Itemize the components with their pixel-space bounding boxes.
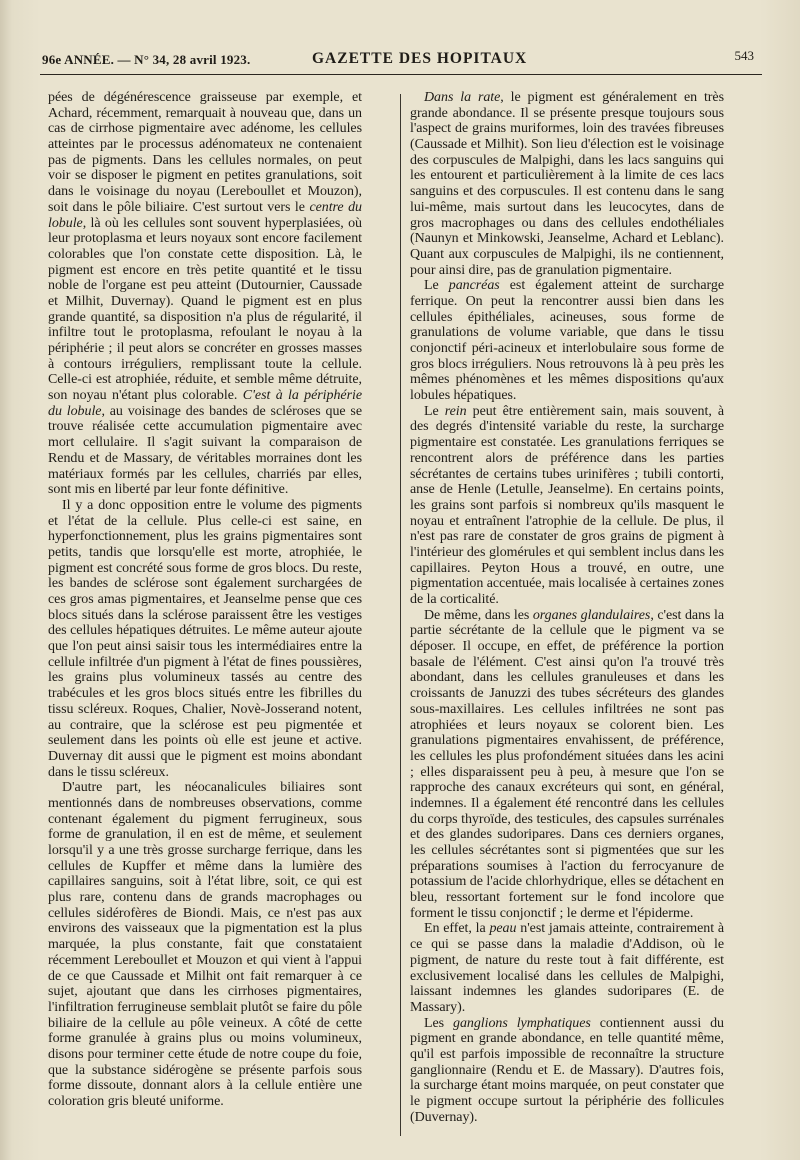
paragraph xyxy=(410,608,724,922)
text-run: , c'est dans la partie sécrétante de la cellule que le pigment va se déposer. Il occupe, en effet, de préférence la portion basale de l'élément. C'est ainsi qu'on l'a trouvé très abondant, dans les cellules granuleuses et dans les croissants de Januzzi des tubes sécréteurs des glandes sous-maxillaires. Les cellules infiltrées ne sont pas atrophiées et leurs noyaux se colorent bien. Les granulations pigmentaires envahissent, de préférence, les cellules les plus profondément situées dans les acini ; elles disparaissent peu à peu, à mesure que l'on se rapproche des canaux excréteurs qui sont, en général, indemnes. Il a également été rencontré dans les cellules du corps thyroïde, des testicules, des capsules surrénales et des glandes sudoripares. Dans ces derniers organes, les cellules sécrétantes sont si pigmentées que sur les préparations soumises à l'action du ferrocyanure de potassium de l'acide chlorhydrique, elles se détachent en bleu, ressortant fortement sur le fond incolore que forment le tissu conjonctif ; le derme et l'épiderme. xyxy=(410,607,724,921)
paragraph xyxy=(48,498,362,780)
italic-term: C'est à la périphérie du lobule xyxy=(48,388,362,419)
text-run: pées de dégénérescence graisseuse par exemple, et Achard, récemment, remarquait à nouveau que, dans un cas de cirrhose pigmentaire avec adénome, les cellules atteintes par le processus adénomateux ne contenaient pas de pigments. Dans les cellules normales, on peut voir se disposer le pigment en petites granulations, soit dans le voisinage du noyau (Lereboullet et Mouzon), soit dans le pôle biliaire. C'est surtout vers le xyxy=(48,90,362,215)
issue-info: 96e ANNÉE. — N° 34, 28 avril 1923. xyxy=(42,52,251,67)
text-run: peut être entièrement sain, mais souvent, à des degrés d'intensité variable du reste, la surcharge pigmentaire est constatée. Les granulations ferriques se rencontrent alors de préférence dans les parties sécrétantes de certains tubes urinifères ; tubili contorti, anse de Henle (Letulle, Jeanselme). En certains points, les grains sont parfois si nombreux qu'ils masquent le noyau et entraînent l'atrophie de la cellule. De plus, il n'est pas rare de constater de gros grains de pigment à l'intérieur des glomérules et qui semblent inclus dans les capillaires. Peyton Hous a trouvé, en outre, une pigmentation accentuée, mais localisée à certaines zones de la corticalité. xyxy=(410,403,724,607)
text-run: , là où les cellules sont souvent hyperplasiées, où leur protoplasma et leurs noyaux sont encore facilement colorables que l'on constate cette disposition. Là, le pigment est encore en très petite quantité et le tissu noble de l'organe est peu atteint (Dutournier, Caussade et Milhit, Duvernay). Quand le pigment est en plus grande quantité, sa disposition n'a plus de régularité, il infiltre tout le protoplasma, refoulant le noyau à la périphérie ; il peut alors se concréter en grosses masses à contours irréguliers, remplissant toute la cellule. Celle-ci est atrophiée, réduite, et semble même détruite, son noyau n'étant plus colorable. xyxy=(48,215,362,404)
paragraph xyxy=(410,278,724,404)
italic-term: rein xyxy=(444,403,467,419)
column-divider xyxy=(400,94,401,1136)
italic-term: ganglions lymphatiques xyxy=(453,1015,591,1031)
text-run: , le pigment est généralement en très grande abondance. Il se présente presque toujours sous l'aspect de grains muriformes, loin des travées fibreuses (Caussade et Milhit). Son lieu d'élection est le voisinage des corpuscules de Malpighi, dans les lacs sanguins qui les entourent et particulièrement à la limite de ces lacs sanguins et des corpuscules. Il est contenu dans le sang lui-même, mais surtout dans les leucocytes, dans de gros macrophages ou dans des cellules endothéliales (Naunyn et Minkowski, Jeanselme, Achard et Leblanc). Quant aux corpuscules de Malpighi, ils ne contiennent, pour ainsi dire, pas de granulation pigmentaire. xyxy=(410,90,724,278)
text-run: D'autre part, les néocanalicules biliaires sont mentionnés dans de nombreuses observations, comme contenant également du pigment ferrugineux, sous forme de granulation, il en est de même, et seulement lorsqu'il y a une très grosse surcharge ferrique, dans les cellules de Kupffer et même dans la lumière des capillaires sanguins, soit à l'état libre, soit, ce qui est plus rare, contenu dans de grands macrophages ou cellules sidérofères de Biondi. Mais, ce n'est pas aux environs des vaisseaux que la pigmentation est la plus marquée, la plus constante, fait que constataient récemment Lereboullet et Mouzon et qui vient à l'appui de ce que Caussade et Milhit ont fait remarquer à ce sujet, ajoutant que dans les cirrhoses pigmentaires, l'infiltration ferrugineuse semblait plutôt se faire du pôle biliaire de la cellule au pôle veineux. A côté de cette forme granulée à grains plus ou moins volumineux, disons pour terminer cette étude de notre coupe du foie, que la substance sidérogène se présente parfois sous forme dissoute, donnant alors à la cellule entière une coloration gris bleuté uniforme. xyxy=(48,780,362,1109)
italic-term: organes glandulaires xyxy=(532,607,651,623)
paragraph xyxy=(48,780,362,1109)
journal-title: GAZETTE DES HOPITAUX xyxy=(312,50,528,67)
paragraph xyxy=(410,404,724,608)
text-run: Le xyxy=(424,403,445,419)
page-header xyxy=(42,48,760,70)
text-run: , au voisinage des bandes de scléroses que se trouve réalisée cette accumulation pigmentaire avec mort cellulaire. Il s'agit suivant la comparaison de Rendu et de Massary, de véritables morraines dont les matériaux formés par les cellules, charriés par elles, sont mis en liberté par leur fonte définitive. xyxy=(48,403,362,498)
paragraph xyxy=(410,1016,724,1126)
paragraph xyxy=(410,921,724,1015)
italic-term: centre du lobule xyxy=(48,199,362,231)
italic-term: Dans la rate xyxy=(424,90,501,105)
text-run: est également atteint de surcharge ferrique. On peut la rencontrer aussi bien dans les cellules épithéliales, acineuses, sous forme de granulations de volume variable, que dans le tissu conjonctif péri-acineux et interlobulaire sous forme de gros blocs irréguliers. Nous retrouvons là à peu près les mêmes phénomènes et les mêmes dispositions qu'aux lobules hépatiques. xyxy=(410,278,724,404)
text-run: Le xyxy=(424,278,449,294)
paragraph xyxy=(48,90,362,498)
text-run: De même, dans les xyxy=(424,607,533,623)
italic-term: pancréas xyxy=(448,278,500,294)
paragraph xyxy=(410,90,724,278)
left-column xyxy=(48,90,362,1140)
text-run: En effet, la xyxy=(424,921,490,937)
text-run: contiennent aussi du pigment en grande abondance, en telle quantité même, qu'il est parfois impossible de reconnaître la structure ganglionnaire (Rendu et E. de Massary). D'autres fois, la surcharge étant moins marquée, on peut constater que le pigment occupe surtout la périphérie des follicules (Duvernay). xyxy=(410,1015,724,1125)
right-column xyxy=(410,90,724,1140)
text-run: Les xyxy=(424,1015,453,1031)
text-run: Il y a donc opposition entre le volume des pigments et l'état de la cellule. Plus celle-ci est saine, en hyperfonctionnement, plus les grains pigmentaires sont petits, tandis que lorsqu'elle est morte, atrophiée, le pigment est concrété sous forme de gros blocs. Du reste, les bandes de sclérose sont également surchargées de ces gros amas pigmentaires, et Jeanselme pense que ces blocs situés dans la sclérose paraissent être les vestiges des cellules hépatiques détruites. Le même auteur ajoute que l'on peut ainsi saisir tous les intermédiaires entre la cellule infiltrée d'un pigment à l'état de fines poussières, les grains plus volumineux tassés au centre des trabécules et les gros blocs situés entre les fibrilles du tissu scléreux. Roques, Chalier, Novè-Josserand notent, au contraire, que la sclérose est peu pigmentée et seulement dans les points où elle est jeune et active. Duvernay dit aussi que le pigment est moins abondant dans le tissu scléreux. xyxy=(48,497,362,780)
page-number: 543 xyxy=(734,48,754,63)
text-run: n'est jamais atteinte, contrairement à ce qui se passe dans la maladie d'Addison, où le pigment, de nature du reste tout à fait différente, est exclusivement localisé dans les cellules de Malpighi, laissant indemnes les glandes sudoripares (E. de Massary). xyxy=(410,921,724,1015)
italic-term: peau xyxy=(489,921,517,937)
header-rule xyxy=(40,74,762,75)
